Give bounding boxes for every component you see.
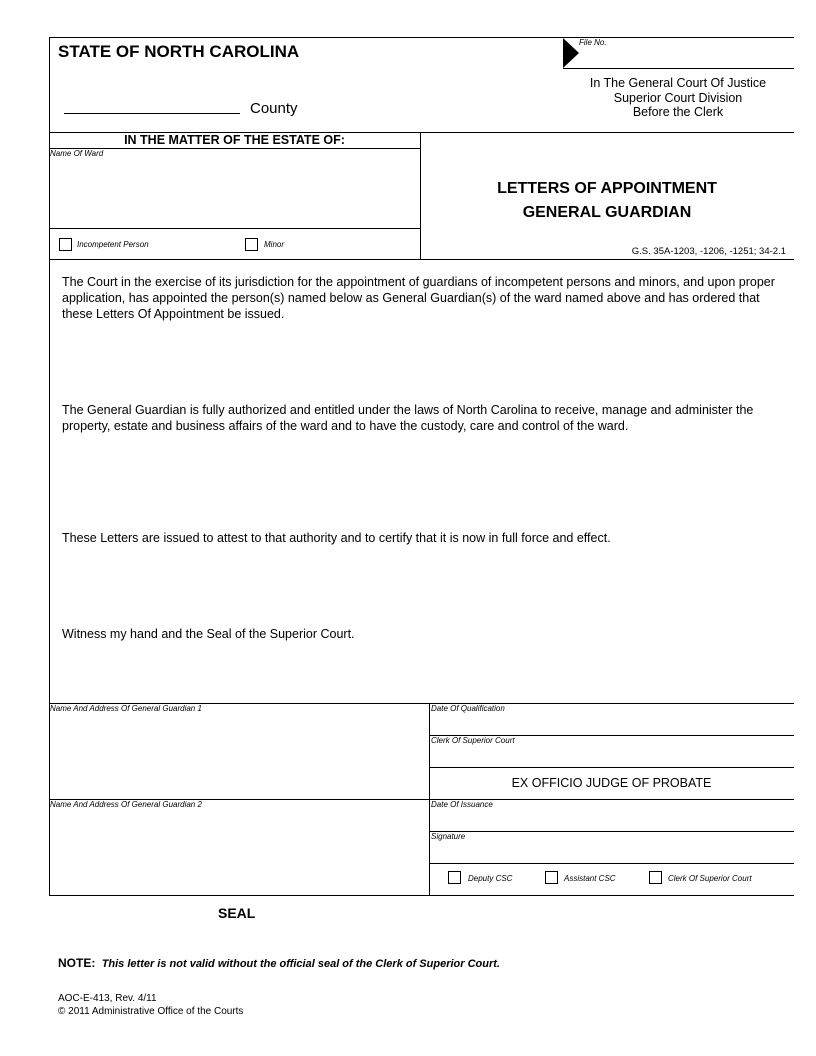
deputy-csc-label: Deputy CSC: [468, 874, 513, 883]
estate-heading: IN THE MATTER OF THE ESTATE OF:: [124, 133, 345, 147]
form-footer: [58, 993, 243, 1018]
ward-bottom-line: [49, 228, 420, 229]
incompetent-person-label: Incompetent Person: [77, 240, 149, 249]
date-qualification-label: Date Of Qualification: [431, 704, 505, 713]
note: [58, 956, 500, 970]
signature-label: Signature: [431, 832, 466, 841]
statute-reference: G.S. 35A-1203, -1206, -1251; 34-2.1: [631, 246, 786, 257]
county-label: County: [250, 100, 298, 117]
clerk-line: [429, 767, 794, 768]
clerk-label: Clerk Of Superior Court: [431, 736, 515, 745]
court-line-1: In The General Court Of Justice: [589, 76, 767, 90]
form-id: AOC-E-413, Rev. 4/11: [58, 993, 157, 1004]
incompetent-person-checkbox[interactable]: [59, 238, 72, 251]
date-issuance-line: [429, 831, 794, 832]
note-text: This letter is not valid without the official seal of the Clerk of Superior Court.: [101, 958, 500, 970]
guardian-1-field[interactable]: [50, 716, 426, 796]
clerk-superior-court-checkbox[interactable]: [649, 871, 662, 884]
minor-checkbox[interactable]: [245, 238, 258, 251]
date-issuance-field[interactable]: [431, 810, 791, 830]
top-border: [49, 37, 794, 38]
court-line-3: Before the Clerk: [632, 105, 724, 119]
guardian-2-label: Name And Address Of General Guardian 2: [50, 800, 202, 809]
form-title-line-2: GENERAL GUARDIAN: [522, 204, 692, 221]
paragraph-authority: The General Guardian is fully authorized and entitled under the laws of North Carolina to receive, manage and administer the property, estate and business affairs of the ward and to have the custody, care and control of the ward.: [62, 403, 754, 433]
copyright: © 2011 Administrative Office of the Courts: [58, 1005, 244, 1017]
estate-heading-line: [49, 148, 420, 149]
minor-label: Minor: [264, 240, 285, 249]
name-of-ward-field[interactable]: [50, 160, 418, 226]
form-title: [421, 177, 793, 225]
date-qualification-field[interactable]: [431, 714, 791, 734]
paragraph-attest: These Letters are issued to attest to that authority and to certify that it is now in full force and effect.: [62, 531, 611, 545]
guardian-1-label: Name And Address Of General Guardian 1: [50, 704, 202, 713]
state-title: STATE OF NORTH CAROLINA: [58, 42, 300, 61]
paragraph-witness: Witness my hand and the Seal of the Superior Court.: [62, 627, 355, 641]
ex-officio-label: EX OFFICIO JUDGE OF PROBATE: [511, 776, 712, 790]
seal-label: SEAL: [218, 905, 256, 921]
form-title-line-1: LETTERS OF APPOINTMENT: [497, 180, 717, 197]
date-issuance-label: Date Of Issuance: [431, 800, 493, 809]
assistant-csc-label: Assistant CSC: [564, 874, 616, 883]
guardian-2-field[interactable]: [50, 812, 426, 892]
name-of-ward-label: Name Of Ward: [50, 149, 104, 158]
signature-line: [429, 863, 794, 864]
clerk-field[interactable]: [431, 746, 791, 766]
court-block: [563, 76, 793, 120]
clerk-superior-court-label: Clerk Of Superior Court: [668, 874, 752, 883]
file-no-marker-icon: [563, 38, 579, 68]
file-no-line: [563, 68, 794, 69]
assistant-csc-checkbox[interactable]: [545, 871, 558, 884]
note-label: NOTE:: [58, 956, 96, 970]
estate-bottom-line: [49, 259, 794, 260]
fields-bottom-line: [49, 895, 794, 896]
deputy-csc-checkbox[interactable]: [448, 871, 461, 884]
signature-field[interactable]: [431, 842, 791, 862]
court-line-2: Superior Court Division: [613, 90, 743, 105]
paragraph-appointment: The Court in the exercise of its jurisdiction for the appointment of guardians of incompetent persons and minors, and upon proper application, has appointed the person(s) named below as General Guardian(s) of the ward named above and has ordered that these Letters Of Appointment be issued.: [62, 275, 775, 321]
county-blank-line: [64, 113, 240, 114]
file-no-label: File No.: [579, 38, 607, 47]
